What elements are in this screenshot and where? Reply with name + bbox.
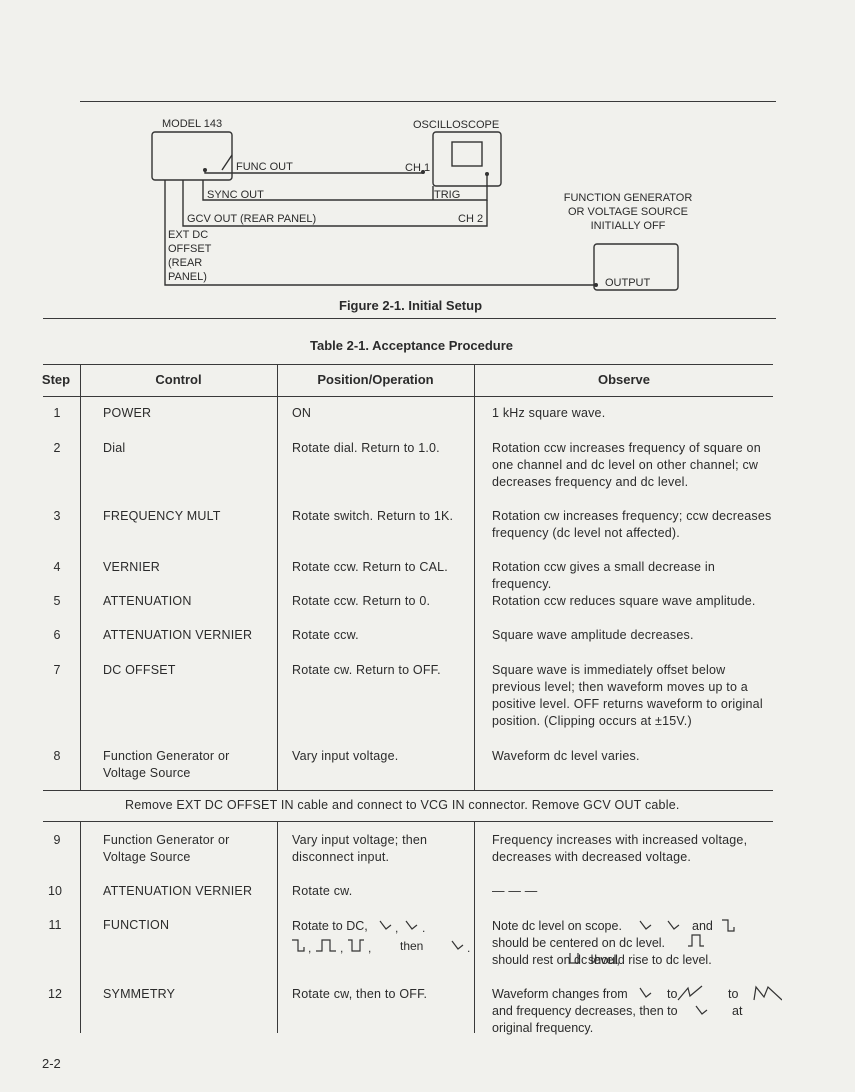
table-top-rule bbox=[43, 364, 773, 365]
observe-cell: Waveform dc level varies. bbox=[492, 749, 640, 763]
oscilloscope-box bbox=[433, 132, 501, 186]
freq-decreases-text: and frequency decreases, then to bbox=[492, 1004, 678, 1018]
rotate-to-dc-text: Rotate to DC, bbox=[292, 919, 368, 933]
function-waveforms-svg bbox=[292, 915, 474, 955]
original-frequency-text: original frequency. bbox=[492, 1021, 594, 1035]
fg-label-3: INITIALLY OFF bbox=[590, 220, 666, 232]
observe-cell: Frequency increases with increased voltage, decreases with decreased voltage. bbox=[492, 833, 748, 864]
triangle-wave-icon bbox=[452, 941, 463, 949]
square-wave-icon bbox=[292, 940, 304, 951]
control-cell: FREQUENCY MULT bbox=[103, 509, 221, 523]
vline-1a bbox=[80, 364, 81, 790]
ch2-label: CH 2 bbox=[458, 213, 484, 225]
and-text: and bbox=[692, 919, 713, 933]
position-cell: Rotate cw, then to OFF. bbox=[292, 987, 428, 1001]
position-cell: Rotate cw. Return to OFF. bbox=[292, 663, 441, 677]
page-number: 2-2 bbox=[42, 1056, 61, 1071]
triangle-wave-icon bbox=[380, 921, 391, 929]
sine-wave-icon bbox=[406, 921, 417, 929]
control-cell: POWER bbox=[103, 406, 152, 420]
step-number: 2 bbox=[53, 441, 61, 455]
step-number: 12 bbox=[48, 987, 62, 1001]
position-cell: Vary input voltage; then disconnect input. bbox=[292, 833, 428, 864]
control-cell: Function Generator or Voltage Source bbox=[103, 833, 230, 864]
observe-cell bbox=[492, 915, 777, 970]
centered-text: should be centered on dc level. bbox=[492, 936, 666, 950]
control-cell: Function Generator or Voltage Source bbox=[103, 749, 230, 780]
changes-from-text: Waveform changes from bbox=[492, 987, 628, 1001]
fg-label-2: OR VOLTAGE SOURCE bbox=[567, 206, 689, 218]
figure-rule bbox=[43, 318, 776, 319]
at-text: at bbox=[732, 1004, 743, 1018]
position-cell: Rotate switch. Return to 1K. bbox=[292, 509, 454, 523]
step-number: 6 bbox=[53, 628, 61, 642]
then-text: then bbox=[400, 939, 424, 953]
trig-label: TRIG bbox=[434, 189, 461, 201]
output-label: OUTPUT bbox=[605, 277, 651, 289]
position-cell bbox=[292, 915, 474, 955]
svg-text:,: , bbox=[308, 941, 312, 955]
observe-cell: Rotation ccw increases frequency of square on one channel and dc level on other channel; cw decreases frequency and dc level. bbox=[492, 441, 761, 489]
table-caption: Table 2-1. Acceptance Procedure bbox=[310, 338, 514, 353]
figure-caption: Figure 2-1. Initial Setup bbox=[339, 298, 483, 313]
header-rule bbox=[43, 396, 773, 397]
sawtooth-wave-icon bbox=[678, 986, 702, 1000]
model-143-label: MODEL 143 bbox=[162, 118, 223, 130]
control-cell: SYMMETRY bbox=[103, 987, 176, 1001]
observe-cell: Square wave amplitude decreases. bbox=[492, 628, 694, 642]
oscilloscope-label: OSCILLOSCOPE bbox=[413, 119, 500, 131]
svg-text:,: , bbox=[368, 941, 372, 955]
observe-cell: Rotation cw increases frequency; ccw decreases frequency (dc level not affected). bbox=[492, 509, 772, 540]
rest-text: should rest on dc level, bbox=[492, 953, 620, 967]
section-rule-1 bbox=[43, 790, 773, 791]
control-cell: ATTENUATION VERNIER bbox=[103, 628, 253, 642]
initial-setup-diagram bbox=[0, 0, 855, 320]
control-cell: FUNCTION bbox=[103, 918, 170, 932]
control-cell: DC OFFSET bbox=[103, 663, 176, 677]
position-cell: Vary input voltage. bbox=[292, 749, 399, 763]
vline-3a bbox=[474, 364, 475, 790]
pulse-wave-icon bbox=[688, 935, 704, 946]
position-cell: Rotate ccw. Return to 0. bbox=[292, 594, 431, 608]
step-number: 8 bbox=[53, 749, 61, 763]
control-cell: ATTENUATION bbox=[103, 594, 192, 608]
section-rule-2 bbox=[43, 821, 773, 822]
ext-dc-label-4: PANEL) bbox=[168, 271, 207, 283]
vline-2a bbox=[277, 364, 278, 790]
header-control: Control bbox=[155, 372, 202, 387]
observe-waveforms-svg bbox=[492, 915, 777, 970]
header-step: Step bbox=[41, 372, 71, 387]
oscilloscope-screen bbox=[452, 142, 482, 166]
svg-text:.: . bbox=[422, 921, 426, 935]
pulse-wave-icon bbox=[316, 940, 336, 951]
vline-1b bbox=[80, 821, 81, 1033]
sine-wave-icon bbox=[668, 921, 679, 929]
control-cell: ATTENUATION VERNIER bbox=[103, 884, 253, 898]
step-number: 10 bbox=[48, 884, 62, 898]
func-out-dot bbox=[203, 168, 207, 172]
interlude-note: Remove EXT DC OFFSET IN cable and connect to VCG IN connector. Remove GCV OUT cable. bbox=[125, 798, 680, 812]
triangle-wave-icon bbox=[640, 988, 651, 997]
rise-text: should rise to dc level. bbox=[588, 953, 712, 967]
step-number: 4 bbox=[53, 560, 61, 574]
vline-2b bbox=[277, 821, 278, 1033]
ch1-label: CH 1 bbox=[405, 162, 431, 174]
gcv-out-label: GCV OUT (REAR PANEL) bbox=[187, 213, 317, 225]
step-number: 11 bbox=[48, 918, 62, 932]
step-number: 1 bbox=[53, 406, 61, 420]
svg-text:,: , bbox=[340, 941, 344, 955]
observe-cell: Square wave is immediately offset below previous level; then waveform moves up to a positive level. OFF returns waveform to original position. (Clipping occurs at ±15V.) bbox=[492, 663, 763, 728]
step-number: 9 bbox=[53, 833, 61, 847]
step-number: 3 bbox=[53, 509, 61, 523]
note-dc-text: Note dc level on scope. bbox=[492, 919, 622, 933]
triangle-wave-icon bbox=[696, 1006, 707, 1014]
step-number: 7 bbox=[53, 663, 61, 677]
ext-dc-label-3: (REAR bbox=[168, 257, 203, 269]
observe-cell: Rotation ccw reduces square wave amplitude. bbox=[492, 594, 756, 608]
ramp-wave-icon bbox=[348, 940, 364, 951]
triangle-wave-icon bbox=[640, 921, 651, 929]
ext-dc-label-1: EXT DC bbox=[168, 229, 209, 241]
position-cell: ON bbox=[292, 406, 312, 420]
svg-text:,: , bbox=[395, 921, 399, 935]
fg-label-1: FUNCTION GENERATOR bbox=[563, 192, 693, 204]
position-cell: Rotate cw. bbox=[292, 884, 353, 898]
sync-out-label: SYNC OUT bbox=[207, 189, 264, 201]
symmetry-waveforms-svg bbox=[492, 983, 782, 1041]
header-observe: Observe bbox=[597, 372, 651, 387]
func-out-label: FUNC OUT bbox=[236, 161, 293, 173]
observe-cell: 1 kHz square wave. bbox=[492, 406, 606, 420]
observe-cell bbox=[492, 983, 782, 1041]
long-ramp-wave-icon bbox=[754, 987, 782, 1000]
vline-3b bbox=[474, 821, 475, 1033]
to-text-2: to bbox=[728, 987, 739, 1001]
position-cell: Rotate ccw. Return to CAL. bbox=[292, 560, 448, 574]
control-cell: Dial bbox=[103, 441, 126, 455]
ext-dc-label-2: OFFSET bbox=[168, 243, 212, 255]
control-cell: VERNIER bbox=[103, 560, 160, 574]
square-wave-icon bbox=[722, 920, 734, 931]
trig-dot bbox=[485, 172, 489, 176]
step-number: 5 bbox=[53, 594, 61, 608]
observe-cell: — — — bbox=[492, 884, 538, 898]
header-position: Position/Operation bbox=[317, 372, 434, 387]
svg-text:.: . bbox=[467, 941, 471, 955]
output-dot bbox=[594, 283, 598, 287]
to-text-1: to bbox=[667, 987, 678, 1001]
position-cell: Rotate ccw. bbox=[292, 628, 359, 642]
observe-cell: Rotation ccw gives a small decrease in frequency. bbox=[492, 560, 715, 591]
position-cell: Rotate dial. Return to 1.0. bbox=[292, 441, 440, 455]
